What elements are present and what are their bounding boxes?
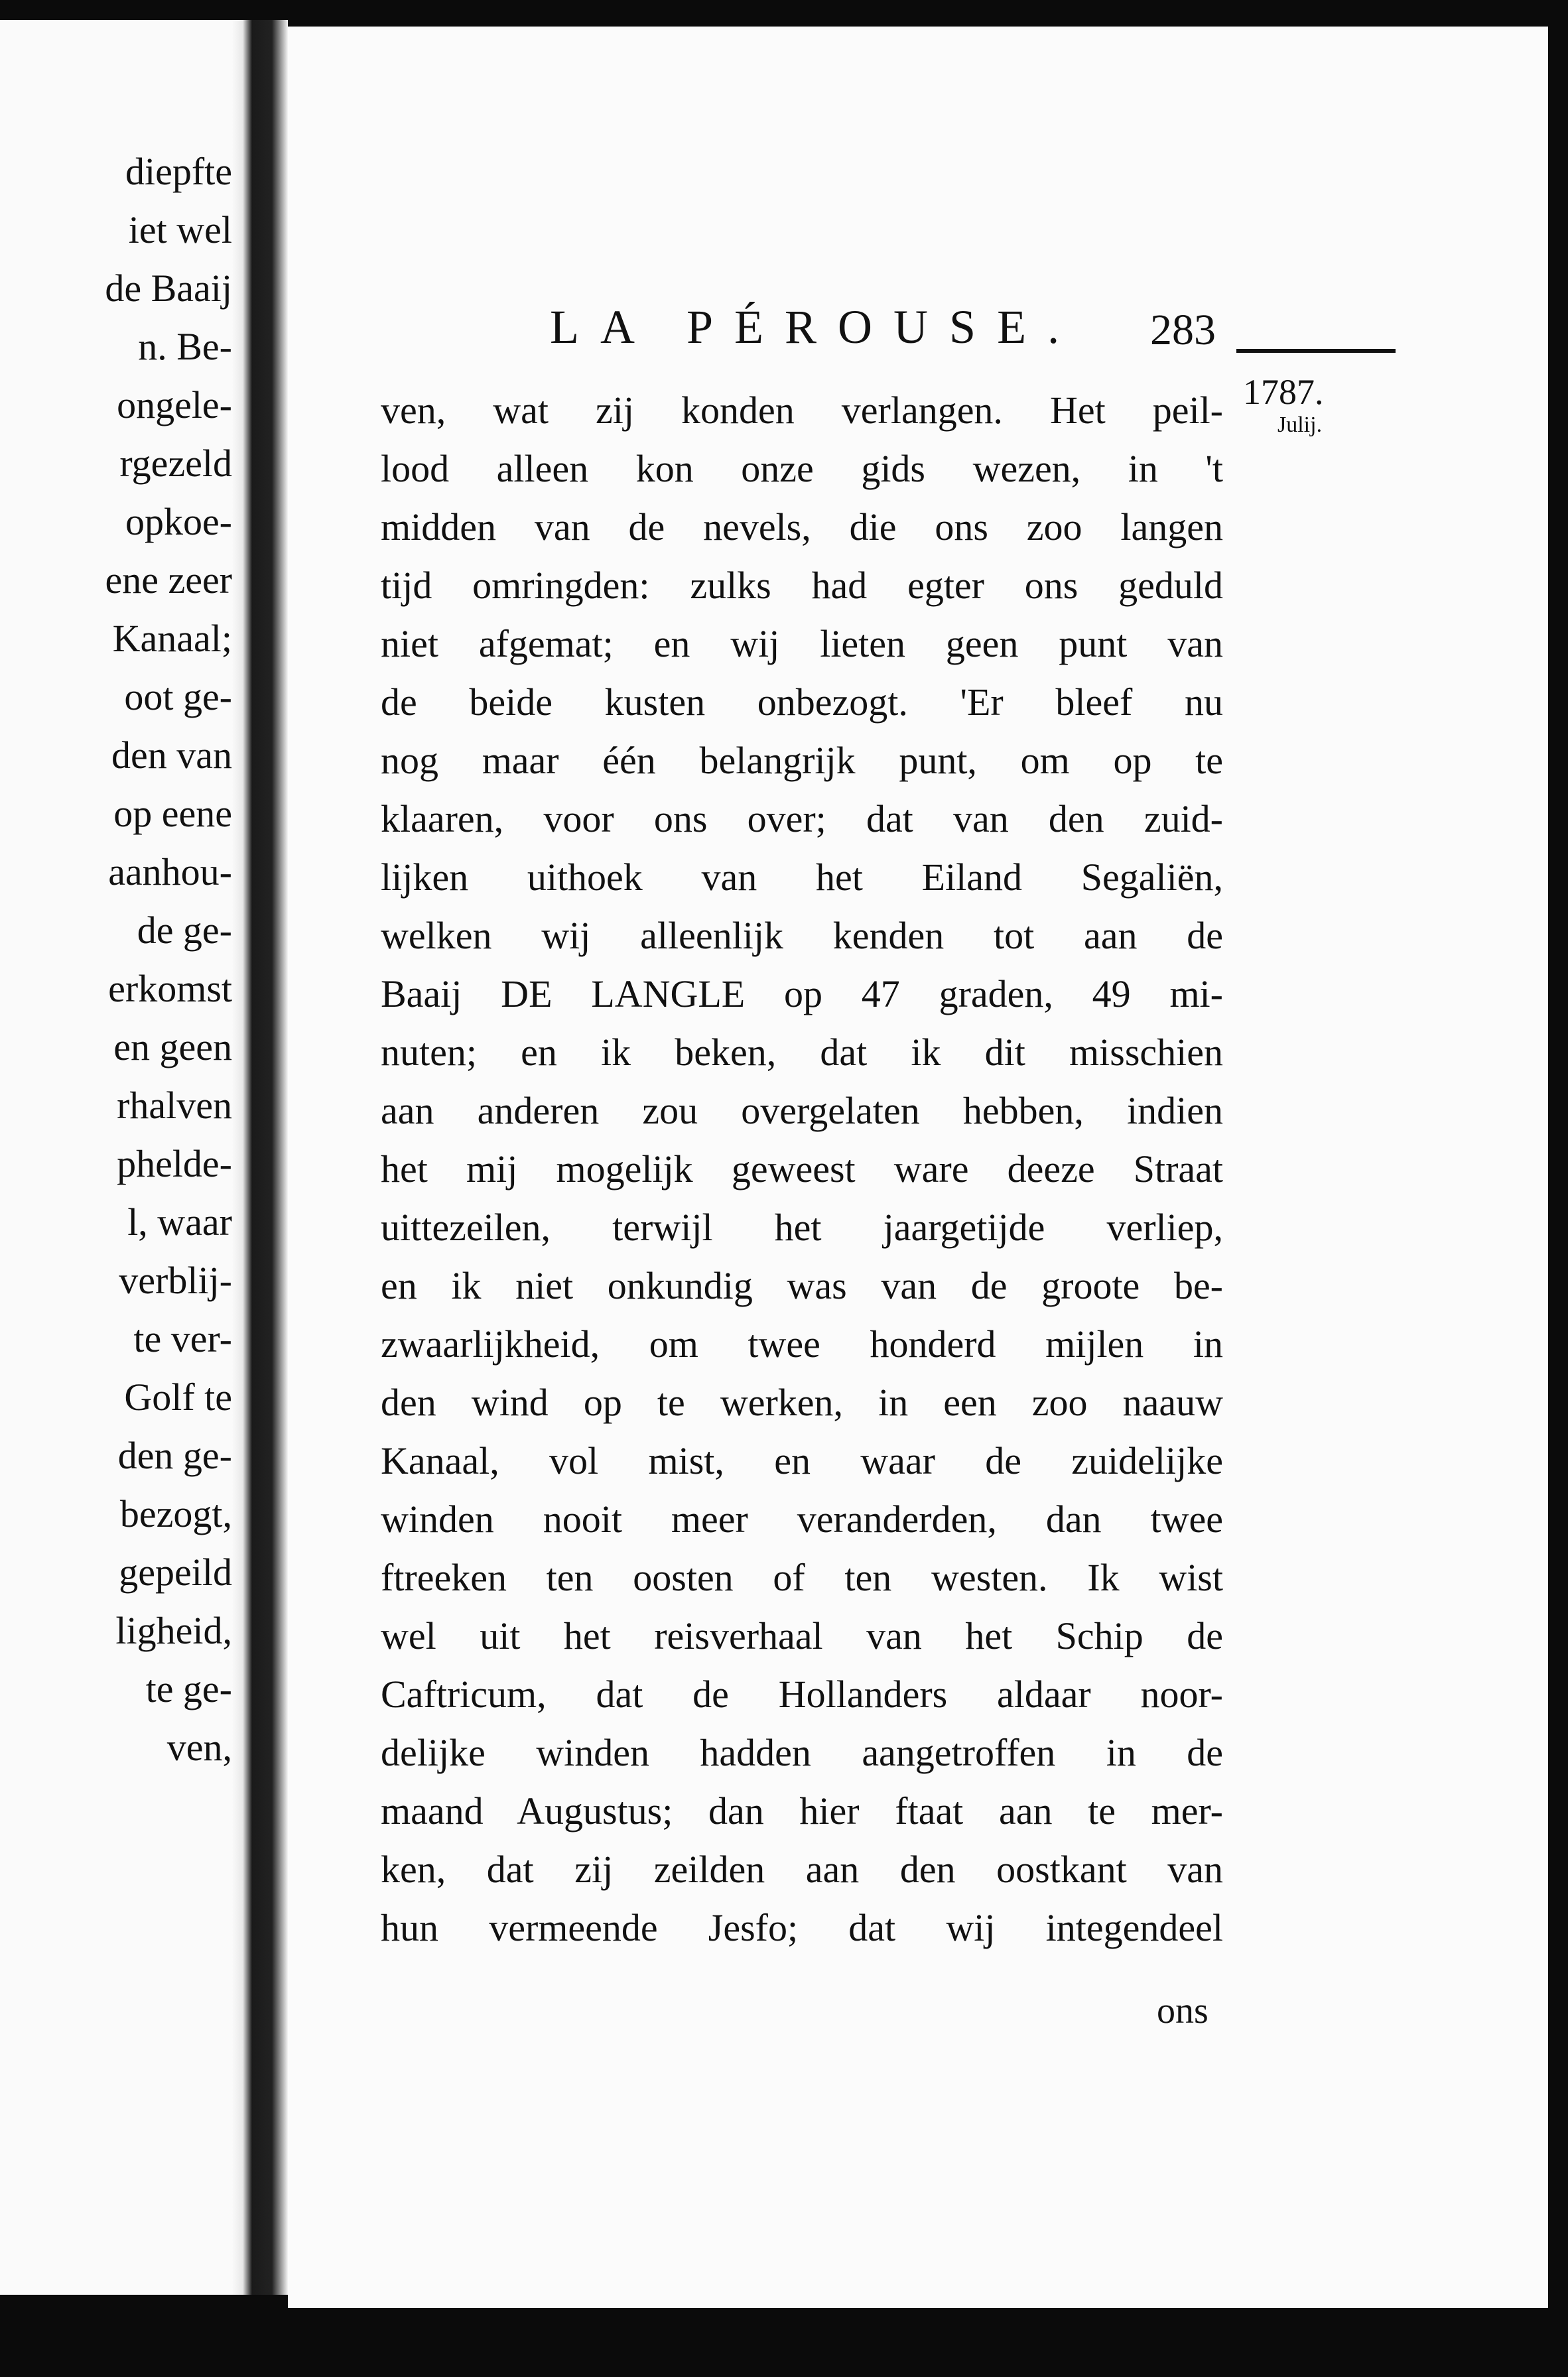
text-line: nuten; en ik beken, dat ik dit misschien — [381, 1031, 1223, 1074]
text-line: Baaij DE LANGLE op 47 graden, 49 mi- — [381, 972, 1223, 1015]
left-page-line: n. Be- — [138, 325, 232, 368]
left-page-line: aanhou- — [108, 850, 232, 893]
left-page-line: rgezeld — [119, 442, 232, 485]
left-page-line: diepfte — [125, 150, 232, 193]
left-page-line: rhalven — [117, 1084, 232, 1127]
margin-note-month: Julij. — [1277, 413, 1323, 437]
text-line: lood alleen kon onze gids wezen, in 't — [381, 447, 1223, 490]
left-page-line: ongele- — [117, 383, 232, 426]
margin-note-year: 1787. — [1243, 372, 1324, 412]
text-line: tijd omringden: zulks had egter ons geduld — [381, 564, 1223, 607]
text-line: klaaren, voor ons over; dat van den zuid- — [381, 797, 1223, 840]
text-line: en ik niet onkundig was van de groote be- — [381, 1264, 1223, 1307]
left-page-line: ene zeer — [105, 558, 232, 602]
text-line: de beide kusten onbezogt. 'Er bleef nu — [381, 680, 1223, 724]
text-line: wel uit het reisverhaal van het Schip de — [381, 1614, 1223, 1657]
left-page-line: iet wel — [128, 208, 232, 251]
text-line: delijke winden hadden aangetroffen in de — [381, 1731, 1223, 1774]
left-page-line: oot ge- — [124, 675, 232, 718]
page-number: 283 — [1150, 306, 1216, 354]
catchword: ons — [1157, 1990, 1209, 2031]
text-line: aan anderen zou overgelaten hebben, indien — [381, 1089, 1223, 1132]
text-line: het mij mogelijk geweest ware deeze Straat — [381, 1147, 1223, 1190]
text-line: winden nooit meer veranderden, dan twee — [381, 1498, 1223, 1541]
book-gutter — [232, 20, 288, 2295]
text-line: uittezeilen, terwijl het jaargetijde verliep, — [381, 1206, 1223, 1249]
text-line: ftreeken ten oosten of ten westen. Ik wist — [381, 1556, 1223, 1599]
left-page-line: ligheid, — [115, 1609, 232, 1652]
left-page-line: l, waar — [127, 1200, 232, 1244]
text-line: welken wij alleenlijk kenden tot aan de — [381, 914, 1223, 957]
text-line: midden van de nevels, die ons zoo langen — [381, 505, 1223, 548]
right-page — [288, 27, 1548, 2308]
left-page-line: erkomst — [108, 967, 232, 1010]
text-line: ken, dat zij zeilden aan den oostkant van — [381, 1848, 1223, 1891]
text-line: nog maar één belangrijk punt, om op te — [381, 739, 1223, 782]
text-line: zwaarlijkheid, om twee honderd mijlen in — [381, 1322, 1223, 1366]
text-line: Caftricum, dat de Hollanders aldaar noor- — [381, 1673, 1223, 1716]
running-head: LA PÉROUSE. — [550, 300, 1081, 353]
left-page-line: verblij- — [119, 1259, 232, 1302]
text-line: Kanaal, vol mist, en waar de zuidelijke — [381, 1439, 1223, 1482]
left-page-line: phelde- — [117, 1142, 232, 1185]
text-line: ven, wat zij konden verlangen. Het peil- — [381, 389, 1223, 432]
left-page-line: den van — [111, 734, 232, 777]
text-line: lijken uithoek van het Eiland Segaliën, — [381, 856, 1223, 899]
left-page-line: de ge- — [137, 909, 232, 952]
left-page-line: Golf te — [124, 1376, 232, 1419]
text-line: den wind op te werken, in een zoo naauw — [381, 1381, 1223, 1424]
left-page-line: opkoe- — [125, 500, 232, 543]
text-line: maand Augustus; dan hier ftaat aan te mer- — [381, 1789, 1223, 1832]
margin-rule — [1236, 349, 1396, 353]
left-page-line: den ge- — [117, 1434, 232, 1477]
left-page-line: gepeild — [119, 1551, 232, 1594]
left-page-line: Kanaal; — [112, 617, 232, 660]
left-page — [0, 20, 232, 2295]
left-page-line: de Baaij — [105, 267, 232, 310]
text-line: niet afgemat; en wij lieten geen punt van — [381, 622, 1223, 665]
left-page-line: en geen — [113, 1025, 232, 1068]
left-page-line: bezogt, — [119, 1492, 232, 1535]
left-page-line: ven, — [166, 1726, 232, 1769]
left-page-line: te ver- — [133, 1317, 232, 1360]
left-page-line: op eene — [113, 792, 232, 835]
text-line: hun vermeende Jesfo; dat wij integendeel — [381, 1906, 1223, 1949]
left-page-line: te ge- — [145, 1667, 232, 1710]
